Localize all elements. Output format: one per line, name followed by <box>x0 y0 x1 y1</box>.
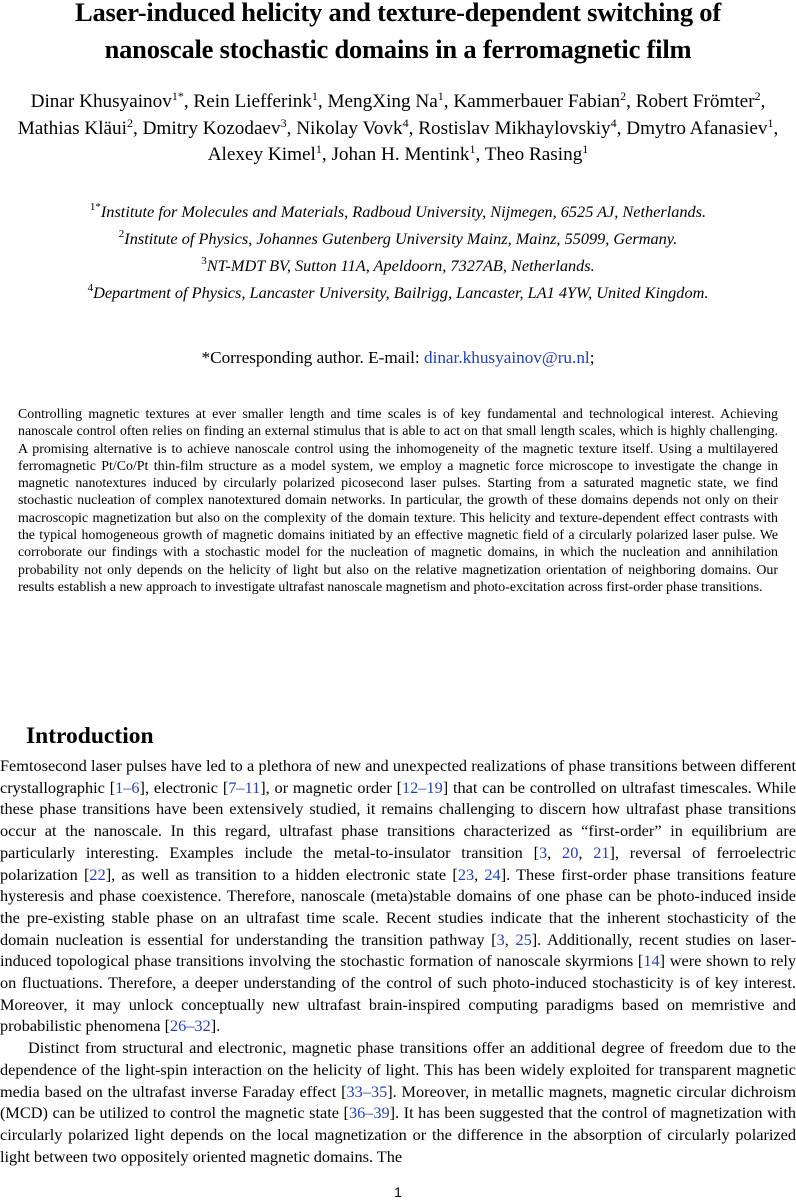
body-text-run: ], electronic [ <box>139 777 229 797</box>
author-separator: , <box>773 117 779 139</box>
body-text-run: Distinct from structural and electronic, magnetic phase transitions offer an additional degree of freedom due to the dependence of the light-spin interaction on the helicity of light. This has been widely exploited for transparent magnetic media based on the ultrafast inverse Faraday effect [ <box>0 1038 796 1101</box>
paper-title <box>0 0 796 68</box>
body-text-run: ] that can be controlled on ultrafast timescales. While these phase transitions have been extensively studied, it remains challenging to discern how ultrafast phase transitions occur at the nanoscale. In this regard, ultrafast phase transitions characterized as “first-order” in equilibrium are particularly interesting. Examples include the metal-to-insulator transition [ <box>0 777 796 862</box>
body-text-run: ], or magnetic order [ <box>260 777 403 797</box>
affiliation <box>0 252 796 279</box>
author-name: Robert Frömter <box>635 91 755 112</box>
author-separator: , <box>321 144 332 165</box>
author-list <box>10 89 786 169</box>
body-text-run: ]. It has been suggested that the control of magnetization with circularly polarized light depends on the local magnetization or the difference in the absorption of circularly polarized light between two oppositely oriented magnetic domains. The <box>0 1103 796 1166</box>
introduction-body <box>0 755 796 1167</box>
section-heading-introduction: Introduction <box>26 723 154 749</box>
author-separator: , <box>317 91 328 112</box>
author-separator: , <box>626 91 636 112</box>
body-text-run: Femtosecond laser pulses have led to a plethora of new and unexpected realizations of phase transitions between different crystallographic [ <box>0 756 796 797</box>
author-affiliation-mark: 2 <box>754 89 761 103</box>
affiliation <box>0 225 796 252</box>
corresponding-email-link[interactable]: dinar.khusyainov@ru.nl <box>423 348 590 367</box>
citation-link[interactable]: 3 <box>539 842 548 862</box>
author-name: Rein Liefferink <box>193 91 312 112</box>
corresponding-prefix: *Corresponding author. E-mail: <box>201 348 424 367</box>
author-affiliation-mark: 1 <box>582 142 589 156</box>
body-text-run: ]. <box>210 1016 221 1036</box>
body-text-run: ]. These first-order phase transitions feature hysteresis and phase coexistence. Therefore, nanoscale (meta)stable domains of one phase can be photo-induced inside the pre-existing stable phase on an ultrafast time scale. Recent studies indicate that the inherent stochasticity of the domain nucleation is essential for understanding the transition pathway [ <box>0 864 796 949</box>
body-text-run: ] were shown to rely on fluctuations. Therefore, a deeper understanding of the control of such photo-induced stochasticity is of key interest. Moreover, it may unlock conceptually new ultrafast brain-inspired computing paradigms based on memristive and probabilistic phenomena [ <box>0 951 796 1036</box>
author-name: Alexey Kimel <box>207 144 316 165</box>
citation-link[interactable]: 21 <box>593 842 610 862</box>
affiliation-text: Institute for Molecules and Materials, Radboud University, Nijmegen, 6525 AJ, Netherlands. <box>100 202 707 221</box>
author-affiliation-mark: 1 <box>469 142 476 156</box>
author-affiliation-mark: 2 <box>126 115 133 130</box>
body-text-run: , <box>578 842 594 862</box>
citation-link[interactable]: 22 <box>89 864 106 884</box>
author-affiliation-mark: 1 <box>315 142 322 156</box>
citation-link[interactable]: 14 <box>643 951 660 971</box>
author-separator: , <box>286 117 297 139</box>
abstract: Controlling magnetic textures at ever smaller length and time scales is of key fundamental and technological interest. Achieving nanoscale control often relies on finding an external stimulus that is able to act on that small length scales, which is highly challenging. A promising alternative is to achieve nanoscale control using the inhomogeneity of the magnetic texture itself. Using a multilayered ferromagnetic Pt/Co/Pt thin-film structure as a model system, we employ a magnetic force microscope to investigate the change in magnetic nanotextures induced by circularly polarized picosecond laser pulses. Starting from a saturated magnetic state, we find stochastic nucleation of complex nanotextured domain networks. In particular, the growth of these domains depends not only on their macroscopic magnetization but also on the complexity of the domain texture. This helicity and texture-dependent effect contrasts with the typical homogeneous growth of magnetic domains initiated by an effective magnetic field of a circularly polarized laser pulse. We corroborate our findings with a stochastic model for the nucleation of magnetic domains, in which the nucleation and annihilation probability not only depends on the helicity of light but also on the relative magnetization orientation of neighboring domains. Our results establish a new approach to investigate ultrafast nanoscale magnetism and photo-excitation across first-order phase transitions. <box>18 407 778 595</box>
citation-link[interactable]: 20 <box>562 842 579 862</box>
affiliation-text: Institute of Physics, Johannes Gutenberg University Mainz, Mainz, 55099, Germany. <box>124 229 678 248</box>
citation-link[interactable]: 26–32 <box>170 1016 211 1036</box>
author-name: MengXing Na <box>327 91 438 112</box>
affiliation-list <box>0 198 796 306</box>
author-name: Johan H. Mentink <box>331 144 470 165</box>
author-separator: , <box>408 117 419 139</box>
author-separator: , <box>475 144 485 165</box>
author-affiliation-mark: 4 <box>402 115 409 130</box>
title-line-2: nanoscale stochastic domains in a ferromagnetic film <box>104 34 692 64</box>
body-paragraph <box>0 1037 796 1167</box>
citation-link[interactable]: 24 <box>484 864 501 884</box>
corresponding-author <box>0 346 796 370</box>
citation-link[interactable]: 23 <box>457 864 475 884</box>
author-affiliation-mark: 1 <box>437 89 444 103</box>
author-affiliation-mark: 4 <box>610 115 617 130</box>
author-affiliation-mark: 2 <box>620 89 627 103</box>
body-text-run: ], reversal of ferroelectric polarization [ <box>0 842 796 884</box>
corresponding-suffix: ; <box>589 348 595 367</box>
citation-link[interactable]: 36–39 <box>348 1103 390 1123</box>
page-number: 1 <box>394 1184 402 1200</box>
author-name: Dmitry Kozodaev <box>142 117 281 139</box>
affiliation-text: Department of Physics, Lancaster University, Bailrigg, Lancaster, LA1 4YW, United Kingdom. <box>93 283 709 302</box>
body-text-run: , <box>547 842 563 862</box>
author-affiliation-mark: 1 <box>311 89 318 103</box>
body-text-run: , <box>504 929 516 949</box>
author-name: Theo Rasing <box>484 144 583 165</box>
author-separator: , <box>443 91 454 112</box>
body-text-run: ], as well as transition to a hidden electronic state [ <box>105 864 458 884</box>
citation-link[interactable]: 25 <box>515 929 532 949</box>
body-text-run: , <box>474 864 485 884</box>
affiliation-mark: 2 <box>118 228 125 240</box>
citation-link[interactable]: 1–6 <box>115 777 140 797</box>
citation-link[interactable]: 3 <box>496 929 505 949</box>
author-name: Dmytro Afanasiev <box>626 117 768 139</box>
author-separator: , <box>132 117 143 139</box>
body-text-run: ]. Moreover, in metallic magnets, magnetic circular dichroism (MCD) can be utilized to control the magnetic state [ <box>0 1081 796 1123</box>
citation-link[interactable]: 12–19 <box>402 777 443 797</box>
author-name: Rostislav Mikhaylovskiy <box>418 117 611 139</box>
affiliation-text: NT-MDT BV, Sutton 11A, Apeldoorn, 7327AB, Netherlands. <box>206 256 595 275</box>
author-name: Mathias Kläui <box>17 117 127 139</box>
affiliation-mark: 3 <box>201 255 207 267</box>
title-line-1: Laser-induced helicity and texture-dependent switching of <box>75 0 721 27</box>
body-text-run: ]. Additionally, recent studies on laser-induced topological phase transitions involving the stochastic formation of nanoscale skyrmions [ <box>0 929 796 971</box>
affiliation-mark: 1* <box>89 201 101 213</box>
author-name: Nikolay Vovk <box>296 117 403 139</box>
author-name: Kammerbauer Fabian <box>453 91 621 112</box>
author-name: Dinar Khusyainov <box>30 91 172 112</box>
affiliation <box>0 279 796 306</box>
author-separator: , <box>183 91 194 112</box>
author-affiliation-mark: 1* <box>171 89 184 103</box>
author-affiliation-mark: 3 <box>280 115 287 130</box>
author-separator: , <box>760 91 766 112</box>
author-affiliation-mark: 1 <box>767 115 774 130</box>
author-separator: , <box>616 117 627 139</box>
affiliation-mark: 4 <box>87 282 94 294</box>
citation-link[interactable]: 7–11 <box>228 777 261 797</box>
affiliation <box>0 198 796 225</box>
body-paragraph <box>0 755 796 1037</box>
citation-link[interactable]: 33–35 <box>346 1081 388 1101</box>
